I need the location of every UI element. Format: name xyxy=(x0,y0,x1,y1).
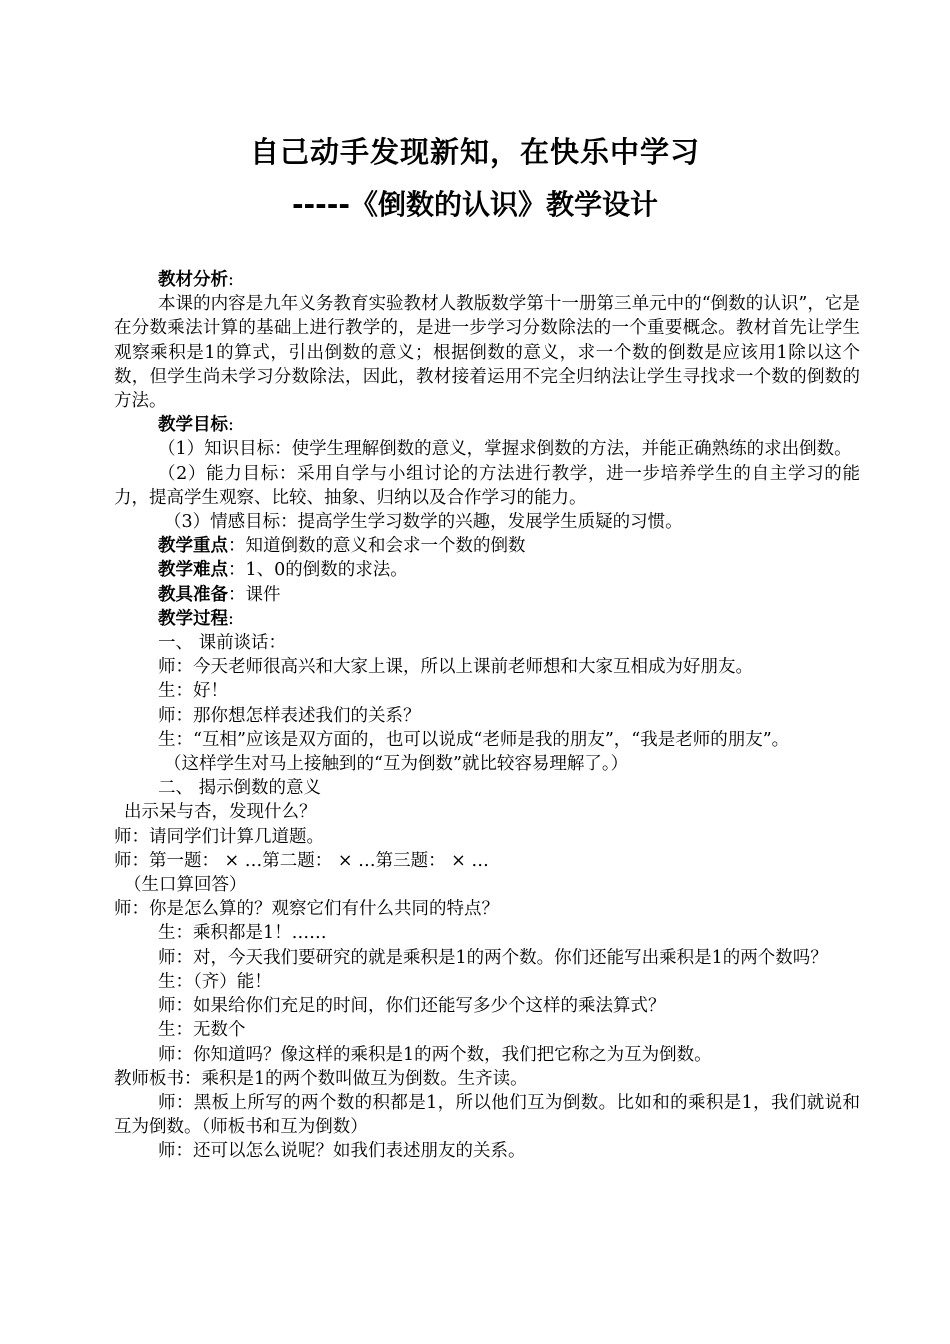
process-line: 师：黑板上所写的两个数的积都是1，所以他们互为倒数。比如和的乘积是1，我们就说和互为倒数。（师板书和互为倒数） xyxy=(114,1092,860,1138)
material-heading xyxy=(114,268,860,292)
key-point-text: ：知道倒数的意义和会求一个数的倒数 xyxy=(228,536,526,557)
process-heading xyxy=(114,607,860,631)
material-heading-colon: : xyxy=(228,270,234,290)
process-line: 师：请同学们计算几道题。 xyxy=(114,826,324,847)
process-line: 师：你知道吗？像这样的乘积是1的两个数，我们把它称之为互为倒数。 xyxy=(158,1044,712,1065)
tools-text: ：课件 xyxy=(228,584,281,605)
sub-title: -----《倒数的认识》教学设计 xyxy=(291,188,659,221)
goal-ability: （2）能力目标：采用自学与小组讨论的方法进行教学，进一步培养学生的自主学习的能力，提高学生观察、比较、抽象、归纳以及合作学习的能力。 xyxy=(114,463,860,508)
process-line: （生口算回答） xyxy=(124,875,247,896)
key-point xyxy=(114,534,860,558)
goals-heading-label: 教学目标 xyxy=(158,415,228,436)
process-line: 出示呆与杏，发现什么？ xyxy=(124,802,317,823)
difficulty xyxy=(114,558,860,582)
material-heading-label: 教材分析 xyxy=(158,270,228,290)
process-line: 师：你是怎么算的？观察它们有什么共同的特点？ xyxy=(114,899,499,920)
goals-heading-colon: : xyxy=(228,415,234,436)
process-line: 生：（齐）能！ xyxy=(158,971,272,992)
process-line: 师：今天老师很高兴和大家上课，所以上课前老师想和大家互相成为好朋友。 xyxy=(158,657,753,678)
process-line: 二、 揭示倒数的意义 xyxy=(158,778,322,799)
process-line: 师：如果给你们充足的时间，你们还能写多少个这样的乘法算式？ xyxy=(158,996,666,1017)
process-line: 一、 课前谈话： xyxy=(158,633,287,654)
process-heading-colon: : xyxy=(228,608,234,629)
goals-heading xyxy=(114,413,860,437)
process-line: （这样学生对马上接触到的“互为倒数”就比较容易理解了。） xyxy=(164,754,629,775)
difficulty-label: 教学难点 xyxy=(158,560,228,581)
process-line: 师：还可以怎么说呢？如我们表述朋友的关系。 xyxy=(158,1141,526,1162)
goal-emotion: （3）情感目标：提高学生学习数学的兴趣，发展学生质疑的习惯。 xyxy=(164,512,683,533)
key-point-label: 教学重点 xyxy=(158,536,228,557)
process-line: 师：对，今天我们要研究的就是乘积是1的两个数。你们还能写出乘积是1的两个数吗？ xyxy=(158,947,828,968)
tools xyxy=(114,583,860,607)
process-lines xyxy=(114,631,860,1163)
process-line: 生：“互相”应该是双方面的，也可以说成“老师是我的朋友”，“我是老师的朋友”。 xyxy=(158,729,790,750)
process-line: 生：好！ xyxy=(158,681,228,702)
process-line: 师：第一题： × …第二题： × …第三题： × … xyxy=(114,850,489,871)
document-body xyxy=(114,268,860,1164)
process-line: 生：无数个 xyxy=(158,1020,246,1041)
process-line: 生：乘积都是1！…… xyxy=(158,923,327,944)
process-line: 教师板书：乘积是1的两个数叫做互为倒数。生齐读。 xyxy=(114,1068,528,1089)
tools-label: 教具准备 xyxy=(158,584,228,605)
main-title: 自己动手发现新知，在快乐中学习 xyxy=(249,135,700,169)
material-text: 本课的内容是九年义务教育实验教材人教版数学第十一册第三单元中的“倒数的认识”，它是在分数乘法计算的基础上进行教学的，是进一步学习分数除法的一个重要概念。教材首先让学生观察乘积是1的算式，引出倒数的意义；根据倒数的意义，求一个数的倒数是应该用1除以这个数，但学生尚未学习分数除法，因此，教材接着运用不完全归纳法让学生寻找求一个数的倒数的方法。 xyxy=(114,294,860,412)
difficulty-text: ：1、0的倒数的求法。 xyxy=(228,560,408,581)
process-line: 师：那你想怎样表述我们的关系？ xyxy=(158,705,421,726)
goal-knowledge: （1）知识目标：使学生理解倒数的意义，掌握求倒数的方法，并能正确熟练的求出倒数。 xyxy=(158,439,852,460)
process-heading-label: 教学过程 xyxy=(158,608,228,629)
